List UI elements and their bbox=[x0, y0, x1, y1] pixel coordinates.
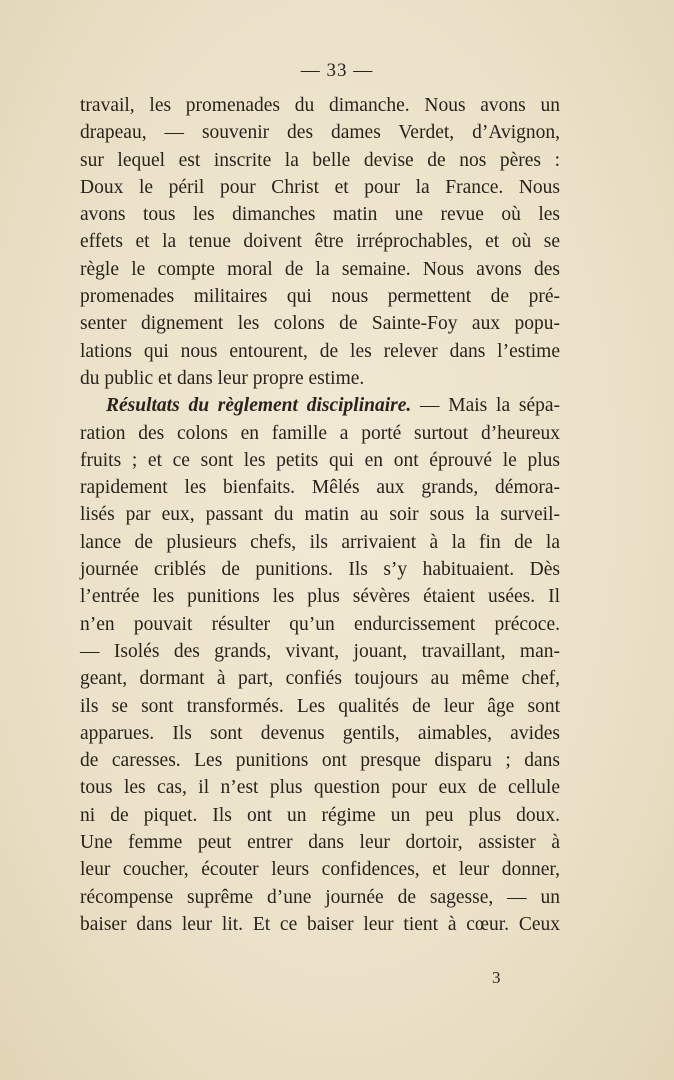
text-line: geant, dormant à part, confiés toujours au même chef, bbox=[80, 668, 560, 690]
text-line: lance de plusieurs chefs, ils arrivaient à la fin de la bbox=[80, 531, 560, 553]
text-line: lations qui nous entourent, de les relever dans l’estime bbox=[80, 340, 560, 362]
text-line: de caresses. Les punitions ont presque disparu ; dans bbox=[80, 750, 560, 772]
text-line: fruits ; et ce sont les petits qui en ont éprouvé le plus bbox=[80, 449, 560, 471]
text-line: règle le compte moral de la semaine. Nous avons des bbox=[80, 258, 560, 280]
signature-mark: 3 bbox=[492, 968, 501, 987]
text-line: l’entrée les punitions les plus sévères étaient usées. Il bbox=[80, 586, 560, 608]
text-line: ration des colons en famille a porté surtout d’heureux bbox=[80, 422, 560, 444]
text-line: leur coucher, écouter leurs confidences, et leur donner, bbox=[80, 859, 560, 881]
text-line: tous les cas, il n’est plus question pour eux de cellule bbox=[80, 777, 560, 799]
text-line: apparues. Ils sont devenus gentils, aimables, avides bbox=[80, 722, 560, 744]
section-heading-line bbox=[80, 392, 560, 419]
text-line: sur lequel est inscrite la belle devise de nos pères : bbox=[80, 149, 560, 171]
text-line: ils se sont transformés. Les qualités de leur âge sont bbox=[80, 695, 560, 717]
text-line: — Isolés des grands, vivant, jouant, travaillant, man- bbox=[80, 640, 560, 662]
text-line: Une femme peut entrer dans leur dortoir, assister à bbox=[80, 832, 560, 854]
text-line: avons tous les dimanches matin une revue où les bbox=[80, 204, 560, 226]
text-line: Doux le péril pour Christ et pour la France. Nous bbox=[80, 176, 560, 198]
text-line: récompense suprême d’une journée de sagesse, — un bbox=[80, 886, 560, 908]
text-line: ni de piquet. Ils ont un régime un peu plus doux. bbox=[80, 804, 560, 826]
text-line: drapeau, — souvenir des dames Verdet, d’Avignon, bbox=[80, 122, 560, 144]
text-line: lisés par eux, passant du matin au soir sous la surveil- bbox=[80, 504, 560, 526]
text-line: senter dignement les colons de Sainte-Foy aux popu- bbox=[80, 313, 560, 335]
text-line: journée criblés de punitions. Ils s’y habituaient. Dès bbox=[80, 559, 560, 581]
text-line: du public et dans leur propre estime. bbox=[80, 367, 365, 389]
body-text bbox=[80, 92, 560, 938]
text-line: n’en pouvait résulter qu’un endurcissement précoce. bbox=[80, 613, 560, 635]
text-line: promenades militaires qui nous permettent de pré- bbox=[80, 286, 560, 308]
text-line: effets et la tenue doivent être irréprochables, et où se bbox=[80, 231, 560, 253]
section-heading-continuation: — Mais la sépa- bbox=[411, 395, 560, 417]
section-heading: Résultats du règlement disciplinaire. bbox=[106, 395, 412, 417]
page-number: — 33 — bbox=[300, 60, 374, 81]
text-line: travail, les promenades du dimanche. Nous avons un bbox=[80, 95, 560, 116]
text-line: baiser dans leur lit. Et ce baiser leur tient à cœur. Ceux bbox=[80, 913, 560, 935]
text-line: rapidement les bienfaits. Mêlés aux grands, démora- bbox=[80, 477, 560, 499]
